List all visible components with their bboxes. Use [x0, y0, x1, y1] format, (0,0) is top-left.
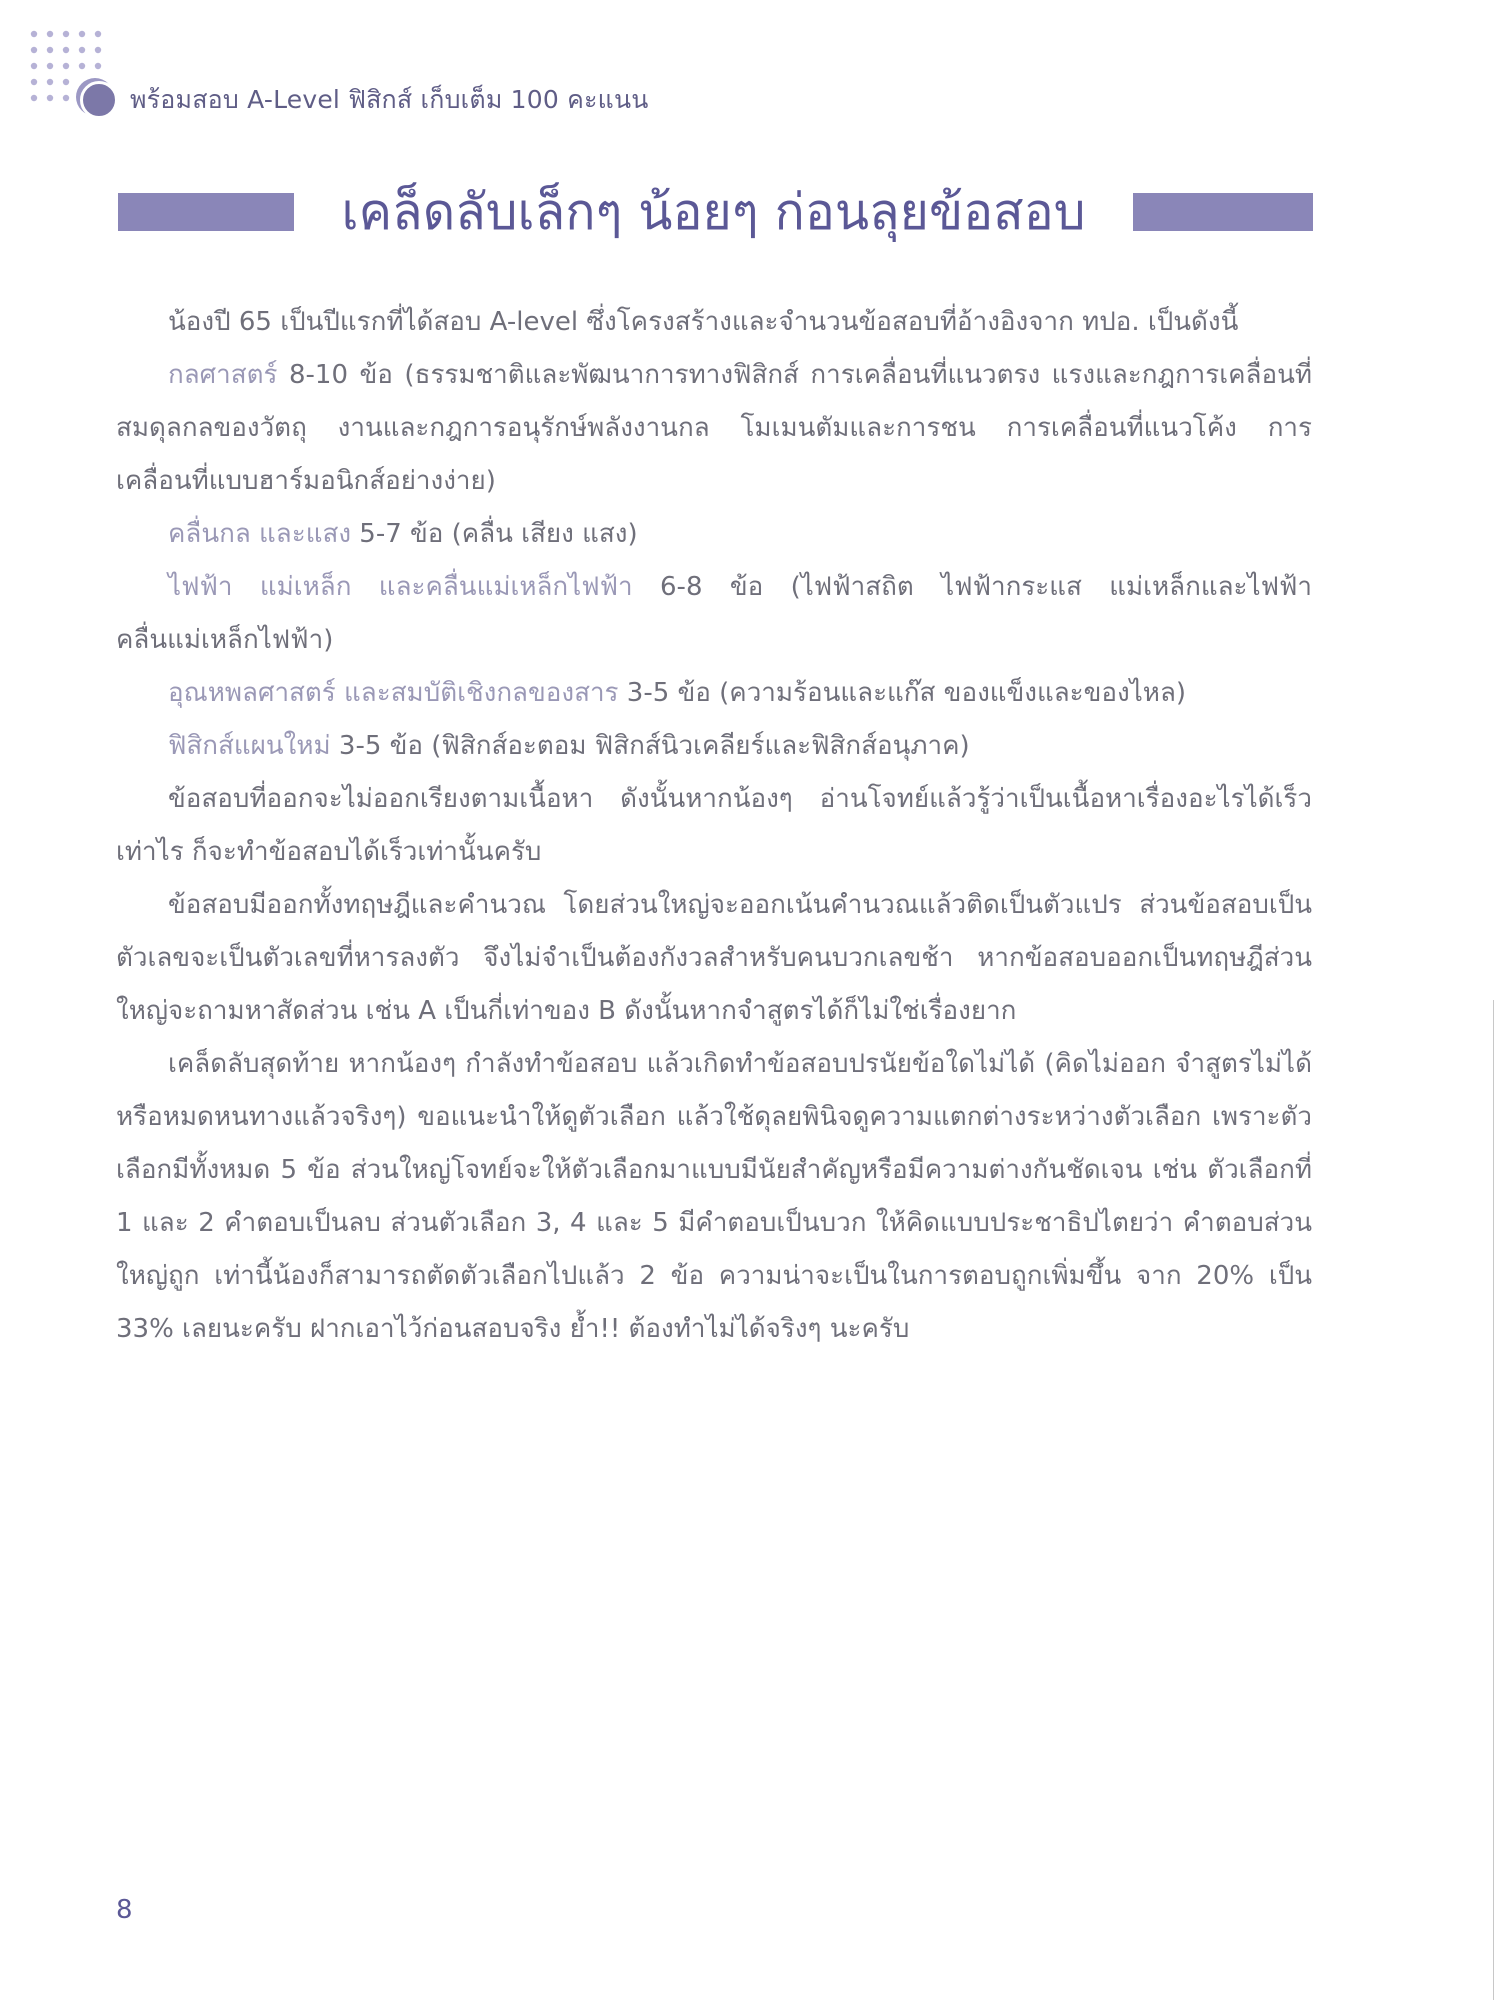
paragraph — [116, 1038, 1312, 1356]
paragraph — [116, 508, 1312, 561]
paragraph-text: 3-5 ข้อ (ฟิสิกส์อะตอม ฟิสิกส์นิวเคลียร์และฟิสิกส์อนุภาค) — [330, 731, 970, 761]
paragraph — [116, 561, 1312, 667]
paragraph-text: 5-7 ข้อ (คลื่น เสียง แสง) — [351, 519, 638, 549]
body-text — [116, 296, 1312, 1356]
paragraph-text: ข้อสอบที่ออกจะไม่ออกเรียงตามเนื้อหา ดังนั้นหากน้องๆ อ่านโจทย์แล้วรู้ว่าเป็นเนื้อหาเรื่องอะไรได้เร็วเท่าไร ก็จะทำข้อสอบได้เร็วเท่านั้นครับ — [116, 784, 1312, 867]
paragraph — [116, 296, 1312, 349]
paragraph-text: 3-5 ข้อ (ความร้อนและแก๊ส ของแข็งและของไหล) — [618, 678, 1187, 708]
paragraph — [116, 349, 1312, 508]
header-text: พร้อมสอบ A-Level ฟิสิกส์ เก็บเต็ม 100 คะแนน — [130, 85, 649, 114]
topic-label: กลศาสตร์ — [168, 360, 278, 390]
header-circle-icon — [80, 81, 118, 119]
page-edge-divider — [1493, 1000, 1494, 2000]
paragraph-text: 8-10 ข้อ (ธรรมชาติและพัฒนาการทางฟิสิกส์ การเคลื่อนที่แนวตรง แรงและกฎการเคลื่อนที่ สมดุลกลของวัตถุ งานและกฎการอนุรักษ์พลังงานกล โมเมนตัมและการชน การเคลื่อนที่แนวโค้ง การเคลื่อนที่แบบฮาร์มอนิกส์อย่างง่าย) — [116, 360, 1312, 496]
topic-label: อุณหพลศาสตร์ และสมบัติเชิงกลของสาร — [168, 678, 619, 708]
paragraph — [116, 667, 1312, 720]
paragraph-text: ข้อสอบมีออกทั้งทฤษฎีและคำนวณ โดยส่วนใหญ่จะออกเน้นคำนวณแล้วติดเป็นตัวแปร ส่วนข้อสอบเป็นตัวเลขจะเป็นตัวเลขที่หารลงตัว จึงไม่จำเป็นต้องกังวลสำหรับคนบวกเลขช้า หากข้อสอบออกเป็นทฤษฎีส่วนใหญ่จะถามหาสัดส่วน เช่น A เป็นกี่เท่าของ B ดังนั้นหากจำสูตรได้ก็ไม่ใช่เรื่องยาก — [116, 890, 1312, 1026]
page-number: 8 — [116, 1895, 133, 1925]
paragraph-text: 6-8 ข้อ (ไฟฟ้าสถิต ไฟฟ้ากระแส แม่เหล็กและไฟฟ้า คลื่นแม่เหล็กไฟฟ้า) — [116, 572, 1312, 655]
paragraph — [116, 720, 1312, 773]
section-title: เคล็ดลับเล็กๆ น้อยๆ ก่อนลุยข้อสอบ — [341, 183, 1086, 241]
title-bar-left — [118, 193, 294, 231]
section-title-row — [118, 172, 1313, 252]
topic-label: ไฟฟ้า แม่เหล็ก และคลื่นแม่เหล็กไฟฟ้า — [168, 572, 633, 602]
running-header — [80, 80, 649, 120]
paragraph — [116, 773, 1312, 879]
paragraph-text: เคล็ดลับสุดท้าย หากน้องๆ กำลังทำข้อสอบ แล้วเกิดทำข้อสอบปรนัยข้อใดไม่ได้ (คิดไม่ออก จำสูตรไม่ได้ หรือหมดหนทางแล้วจริงๆ) ขอแนะนำให้ดูตัวเลือก แล้วใช้ดุลยพินิจดูความแตกต่างระหว่างตัวเลือก เพราะตัวเลือกมีทั้งหมด 5 ข้อ ส่วนใหญ่โจทย์จะให้ตัวเลือกมาแบบมีนัยสำคัญหรือมีความต่างกันชัดเจน เช่น ตัวเลือกที่ 1 และ 2 คำตอบเป็นลบ ส่วนตัวเลือก 3, 4 และ 5 มีคำตอบเป็นบวก ให้คิดแบบประชาธิปไตยว่า คำตอบส่วนใหญ่ถูก เท่านี้น้องก็สามารถตัดตัวเลือกไปแล้ว 2 ข้อ ความน่าจะเป็นในการตอบถูกเพิ่มขึ้น จาก 20% เป็น 33% เลยนะครับ ฝากเอาไว้ก่อนสอบจริง ย้ำ!! ต้องทำไม่ได้จริงๆ นะครับ — [116, 1049, 1312, 1344]
title-bar-right — [1133, 193, 1313, 231]
paragraph-text: น้องปี 65 เป็นปีแรกที่ได้สอบ A-level ซึ่งโครงสร้างและจำนวนข้อสอบที่อ้างอิงจาก ทปอ. เป็นดังนี้ — [168, 307, 1239, 337]
topic-label: คลื่นกล และแสง — [168, 519, 352, 549]
topic-label: ฟิสิกส์แผนใหม่ — [168, 731, 331, 761]
paragraph — [116, 879, 1312, 1038]
